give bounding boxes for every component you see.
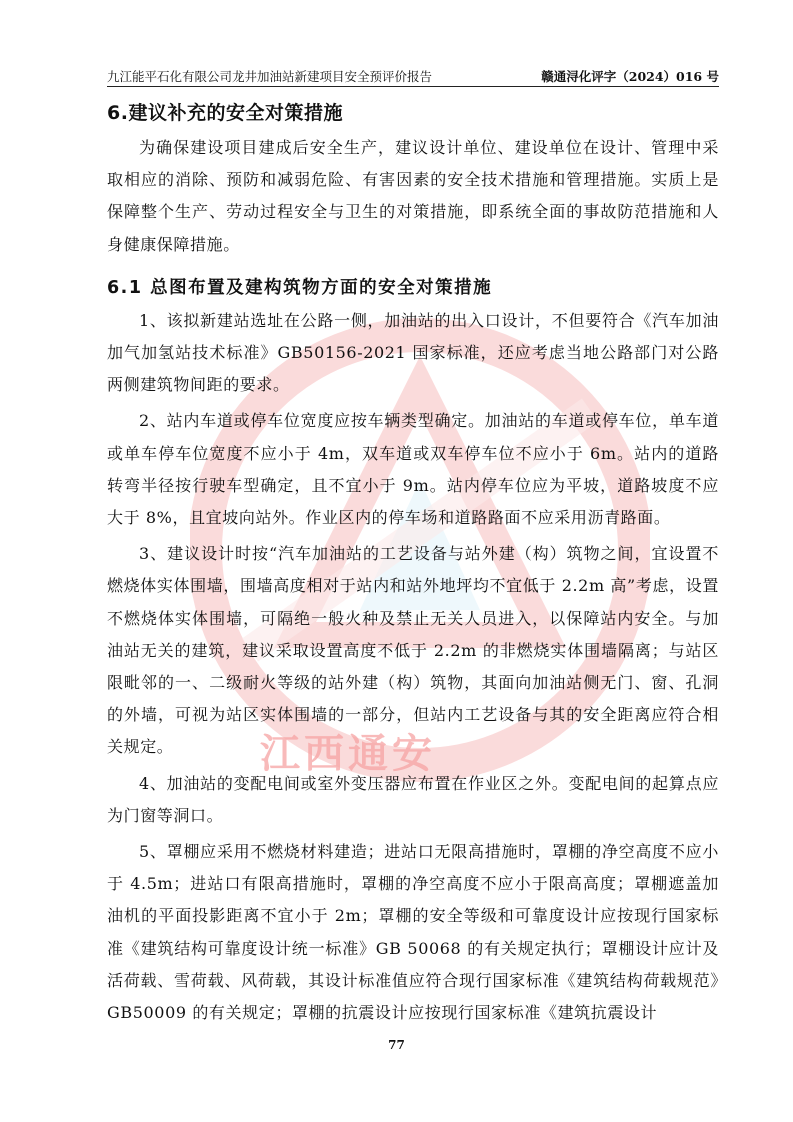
header-report-title: 九江能平石化有限公司龙井加油站新建项目安全预评价报告 xyxy=(107,69,433,84)
measure-paragraph-4: 4、加油站的变配电间或室外变压器应布置在作业区之外。变配电间的起算点应为门窗等洞口。 xyxy=(107,773,719,825)
subsection-heading: 6.1 总图布置及建构筑物方面的安全对策措施 xyxy=(107,277,493,298)
measure-paragraph-3: 3、建议设计时按“汽车加油站的工艺设备与站外建（构）筑物之间，宜设置不燃烧体实体围墙，围墙高度相对于站内和站外地坪均不宜低于 2.2m 高”考虑，设置不燃烧体实体围墙，可隔绝一般火种及禁止无关人员进入，以保障站内安全。与加油站无关的建筑，建议采取设置高度不低于 2.2m 的非燃烧实体围墙隔离；与站区限毗邻的一、二级耐火等级的站外建（构）筑物，其面向加油站侧无门、窗、孔洞的外墙，可视为站区实体围墙的一部分，但站内工艺设备与其的安全距离应符合相关规定。 xyxy=(107,544,719,757)
header-report-number: 赣通浔化评字（2024）016 号 xyxy=(541,69,719,84)
running-header xyxy=(107,63,719,85)
watermark-text: 江西通安 xyxy=(260,731,436,777)
page-number: 77 xyxy=(388,1038,405,1052)
measure-paragraph-1: 1、该拟新建站选址在公路一侧，加油站的出入口设计，不但要符合《汽车加油加气加氢站技术标准》GB50156-2021 国家标准，还应考虑当地公路部门对公路两侧建筑物间距的要求。 xyxy=(107,310,719,395)
measure-paragraph-5: 5、罩棚应采用不燃烧材料建造；进站口无限高措施时，罩棚的净空高度不应小于 4.5m；进站口有限高措施时，罩棚的净空高度不应小于限高高度；罩棚遮盖加油机的平面投影距离不宜小于 2m；罩棚的安全等级和可靠度设计应按现行国家标准《建筑结构可靠度设计统一标准》GB 50068 的有关规定执行；罩棚设计应计及活荷载、雪荷载、风荷载，其设计标准值应符合现行国家标准《建筑结构荷载规范》GB50009 的有关规定；罩棚的抗震设计应按现行国家标准《建筑抗震设计 xyxy=(107,842,719,1023)
section-heading: 6.建议补充的安全对策措施 xyxy=(107,102,343,124)
header-divider xyxy=(107,86,719,87)
section-intro-paragraph: 为确保建设项目建成后安全生产，建议设计单位、建设单位在设计、管理中采取相应的消除、预防和减弱危险、有害因素的安全技术措施和管理措施。实质上是保障整个生产、劳动过程安全与卫生的对策措施，即系统全面的事故防范措施和人身健康保障措施。 xyxy=(107,138,719,254)
measure-paragraph-2: 2、站内车道或停车位宽度应按车辆类型确定。加油站的车道或停车位，单车道或单车停车位宽度不应小于 4m，双车道或双车停车位不应小于 6m。站内的道路转弯半径按行驶车型确定，且不宜小于 9m。站内停车位应为平坡，道路坡度不应大于 8%，且宜坡向站外。作业区内的停车场和道路路面不应采用沥青路面。 xyxy=(107,411,719,528)
body-content xyxy=(107,96,719,1033)
